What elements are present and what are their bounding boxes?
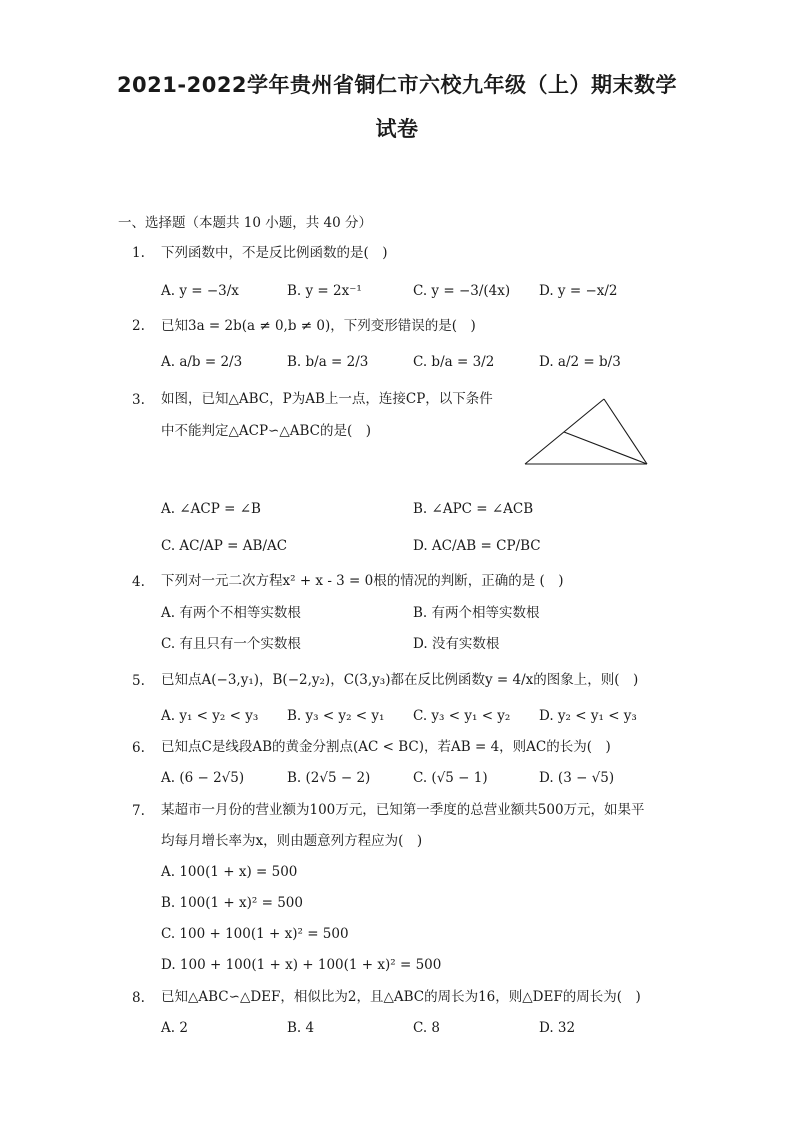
option-a: A. ∠ACP = ∠B bbox=[161, 501, 261, 517]
question-number: 3. bbox=[132, 392, 145, 408]
page-title-line2: 试卷 bbox=[375, 117, 419, 141]
option-c: C. b/a = 3/2 bbox=[413, 354, 495, 370]
question-stem: 已知点C是线段AB的黄金分割点(AC < BC)，若AB = 4，则AC的长为( ) bbox=[161, 739, 611, 755]
option-b: B. ∠APC = ∠ACB bbox=[413, 501, 534, 517]
option-d: D. y₂ < y₁ < y₃ bbox=[539, 708, 637, 724]
question-number: 1. bbox=[132, 245, 145, 261]
option-a: A. 2 bbox=[161, 1020, 188, 1036]
question-stem-line1: 如图，已知△ABC，P为AB上一点，连接CP，以下条件 bbox=[161, 391, 493, 407]
question-stem: 下列函数中，不是反比例函数的是( ) bbox=[161, 245, 388, 261]
option-c: C. AC/AP = AB/AC bbox=[161, 538, 288, 554]
option-a: A. 有两个不相等实数根 bbox=[161, 605, 301, 621]
question-stem: 已知3a = 2b(a ≠ 0,b ≠ 0)，下列变形错误的是( ) bbox=[161, 318, 476, 334]
option-c: C. (√5 − 1) bbox=[413, 770, 488, 786]
option-d: D. a/2 = b/3 bbox=[539, 354, 621, 370]
question-stem: 下列对一元二次方程x² + x - 3 = 0根的情况的判断，正确的是 ( ) bbox=[161, 573, 564, 589]
question-number: 7. bbox=[132, 803, 145, 819]
question-stem: 已知点A(−3,y₁)，B(−2,y₂)，C(3,y₃)都在反比例函数y = 4/x的图象上，则( ) bbox=[161, 672, 639, 688]
option-d: D. y = −x/2 bbox=[539, 283, 618, 299]
option-b: B. y = 2x⁻¹ bbox=[287, 283, 362, 299]
option-a: A. y₁ < y₂ < y₃ bbox=[161, 708, 259, 724]
question-number: 2. bbox=[132, 318, 145, 334]
option-b: B. 4 bbox=[287, 1020, 315, 1036]
option-a: A. y = −3/x bbox=[161, 283, 239, 299]
question-stem-line2: 中不能判定△ACP∽△ABC的是( ) bbox=[161, 423, 372, 439]
option-a: A. (6 − 2√5) bbox=[161, 770, 245, 786]
option-b: B. 有两个相等实数根 bbox=[413, 605, 540, 621]
option-d: D. AC/AB = CP/BC bbox=[413, 538, 541, 554]
option-c: C. y = −3/(4x) bbox=[413, 283, 511, 299]
question-number: 4. bbox=[132, 574, 145, 590]
question-number: 6. bbox=[132, 740, 145, 756]
page-title-line1: 2021-2022学年贵州省铜仁市六校九年级（上）期末数学 bbox=[116, 73, 678, 97]
option-b: B. 100(1 + x)² = 500 bbox=[161, 895, 303, 911]
triangle-figure bbox=[508, 385, 688, 475]
option-b: B. b/a = 2/3 bbox=[287, 354, 369, 370]
option-d: D. 32 bbox=[539, 1020, 576, 1036]
option-c: C. 8 bbox=[413, 1020, 441, 1036]
option-c: C. 有且只有一个实数根 bbox=[161, 636, 301, 652]
option-d: D. 没有实数根 bbox=[413, 636, 500, 652]
question-stem-line1: 某超市一月份的营业额为100万元，已知第一季度的总营业额共500万元，如果平 bbox=[161, 802, 645, 818]
question-number: 8. bbox=[132, 990, 145, 1006]
question-number: 5. bbox=[132, 673, 145, 689]
option-a: A. 100(1 + x) = 500 bbox=[161, 864, 298, 880]
option-d: D. (3 − √5) bbox=[539, 770, 615, 786]
question-stem-line2: 均每月增长率为x，则由题意列方程应为( ) bbox=[161, 833, 423, 849]
option-c: C. 100 + 100(1 + x)² = 500 bbox=[161, 926, 349, 942]
option-b: B. (2√5 − 2) bbox=[287, 770, 371, 786]
option-a: A. a/b = 2/3 bbox=[161, 354, 243, 370]
option-c: C. y₃ < y₁ < y₂ bbox=[413, 708, 511, 724]
question-stem: 已知△ABC∽△DEF，相似比为2，且△ABC的周长为16，则△DEF的周长为( ) bbox=[161, 989, 641, 1005]
option-d: D. 100 + 100(1 + x) + 100(1 + x)² = 500 bbox=[161, 957, 442, 973]
section-heading: 一、选择题（本题共 10 小题，共 40 分） bbox=[118, 215, 373, 231]
option-b: B. y₃ < y₂ < y₁ bbox=[287, 708, 385, 724]
